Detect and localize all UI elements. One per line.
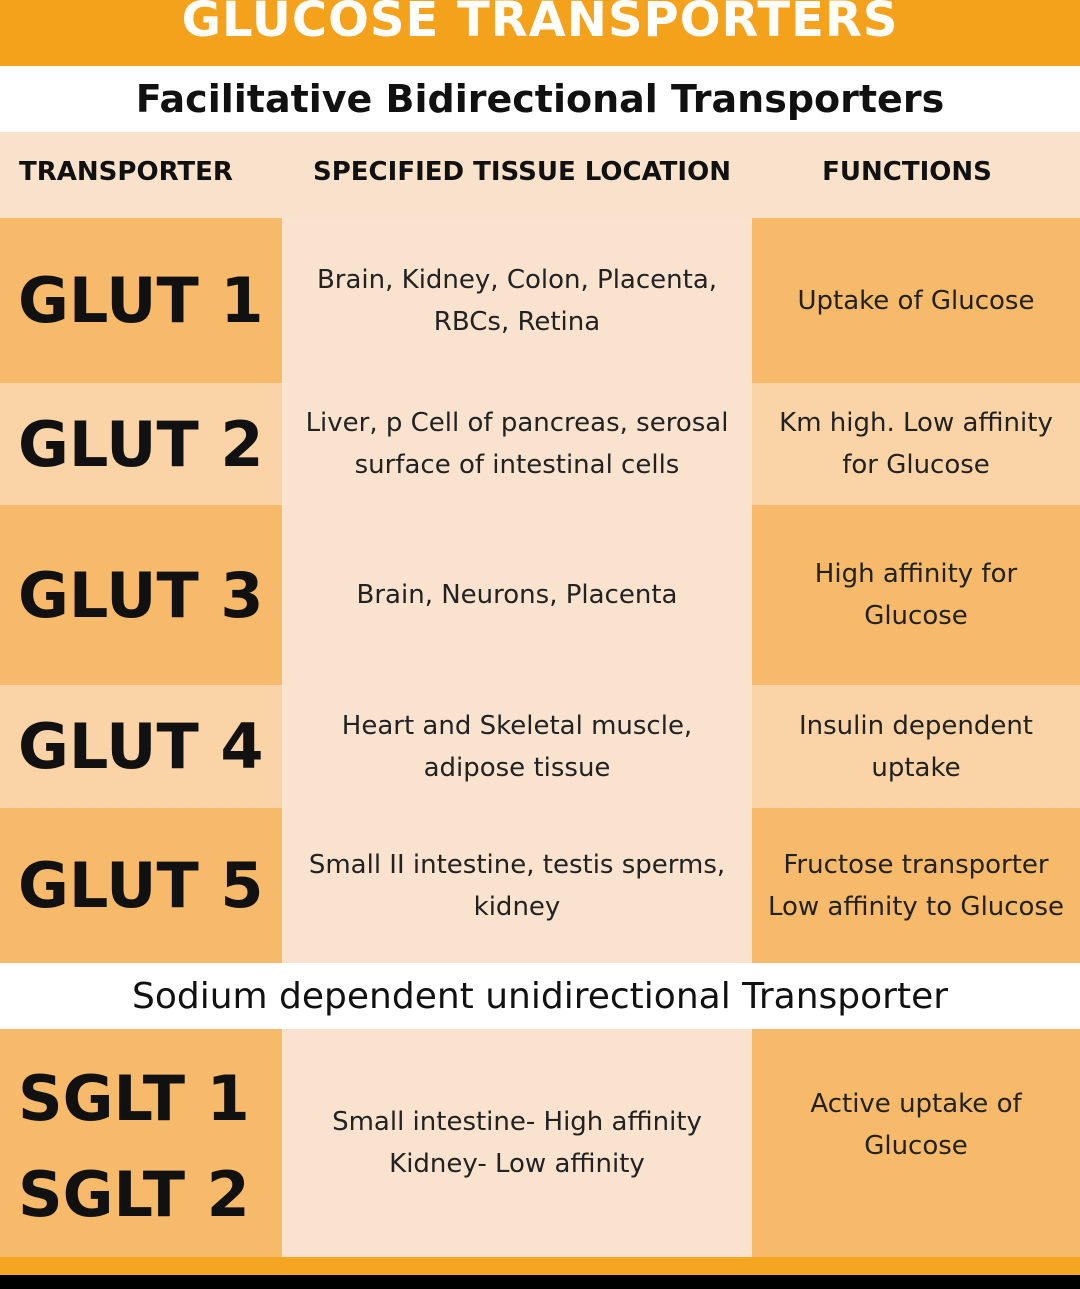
function-line: Glucose [864, 1131, 968, 1161]
column-header-location: SPECIFIED TISSUE LOCATION [313, 157, 731, 187]
function-line: uptake [871, 752, 961, 783]
transporter-function [752, 383, 1080, 505]
bottom-strip [0, 1257, 1080, 1275]
table-row [0, 218, 1080, 383]
location-line: RBCs, Retina [433, 306, 601, 337]
transporter-name: GLUT 1 [0, 218, 282, 383]
page-title: GLUCOSE TRANSPORTERS [181, 0, 899, 48]
location-line: Brain, Neurons, Placenta [356, 580, 678, 610]
transporter-function [752, 685, 1080, 808]
transporter-name: GLUT 3 [0, 505, 282, 685]
table-row [0, 685, 1080, 808]
location-line: Brain, Kidney, Colon, Placenta, [316, 264, 718, 295]
section-title-sodium: Sodium dependent unidirectional Transporter [131, 975, 949, 1017]
function-line: Fructose transporter [783, 849, 1049, 880]
tissue-location [282, 808, 752, 963]
column-header-functions: FUNCTIONS [822, 157, 992, 187]
transporter-name: GLUT 5 [0, 808, 282, 963]
tissue-location [282, 685, 752, 808]
section-title-facilitative: Facilitative Bidirectional Transporters [135, 77, 945, 121]
function-line: for Glucose [842, 450, 990, 480]
transporter-function [752, 1029, 1080, 1257]
tissue-location [282, 1029, 752, 1257]
location-line: Heart and Skeletal muscle, [341, 710, 693, 741]
location-line: Kidney- Low affinity [389, 1149, 645, 1179]
function-line: Active uptake of [810, 1089, 1022, 1119]
location-line: Small intestine- High affinity [332, 1107, 702, 1137]
tissue-location [282, 383, 752, 505]
transporter-function [752, 218, 1080, 383]
location-line: adipose tissue [423, 752, 611, 783]
table-row [0, 505, 1080, 685]
function-line: Uptake of Glucose [797, 285, 1035, 316]
transporter-name-sglt1: SGLT 1 [18, 1062, 250, 1135]
tissue-location [282, 218, 752, 383]
section-header-facilitative [0, 66, 1080, 132]
title-bar [0, 0, 1080, 66]
table-row [0, 808, 1080, 963]
function-line: Km high. Low affinity [779, 408, 1053, 438]
transporter-function [752, 505, 1080, 685]
function-line: Insulin dependent [798, 710, 1033, 741]
location-line: Small II intestine, testis sperms, [308, 849, 726, 880]
transporter-name: GLUT 2 [0, 383, 282, 505]
transporter-name: GLUT 4 [0, 685, 282, 808]
table-header [0, 132, 1080, 218]
function-line: Low affinity to Glucose [767, 891, 1065, 922]
function-line: High affinity for [814, 559, 1018, 589]
section-header-sodium [0, 963, 1080, 1029]
transporter-name-sglt2: SGLT 2 [18, 1158, 250, 1231]
column-header-transporter: TRANSPORTER [19, 157, 233, 187]
transporter-function [752, 808, 1080, 963]
tissue-location [282, 505, 752, 685]
location-line: kidney [473, 891, 561, 922]
function-line: Glucose [864, 601, 968, 631]
location-line: Liver, p Cell of pancreas, serosal [305, 408, 729, 438]
bottom-black-bar [0, 1275, 1080, 1289]
table-row [0, 383, 1080, 505]
location-line: surface of intestinal cells [354, 450, 680, 480]
